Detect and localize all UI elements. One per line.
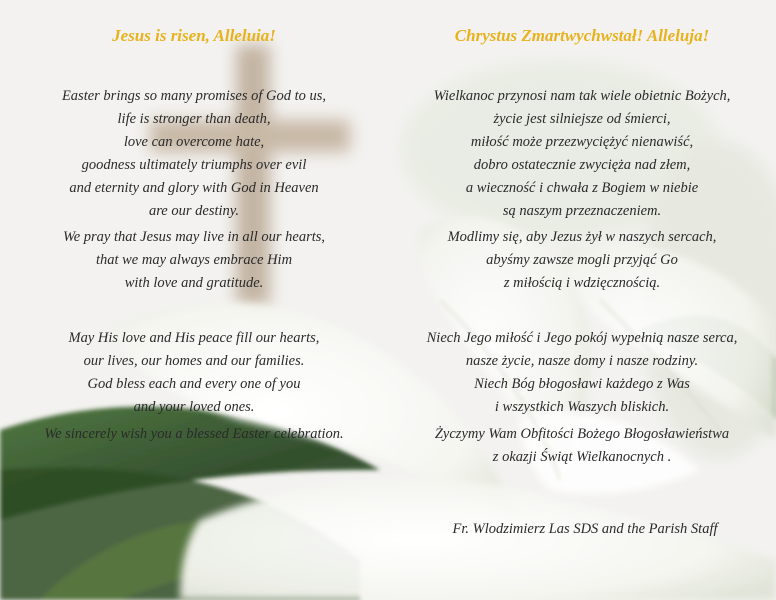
polish-paragraph-1 [388,85,776,223]
english-paragraph-2 [0,226,388,295]
signature: Fr. Wlodzimierz Las SDS and the Parish Staff [452,521,718,537]
text-line: life is stronger than death, [117,111,271,127]
text-line: God bless each and every one of you [87,376,301,392]
text-line: dobro ostatecznie zwycięża nad złem, [473,157,691,173]
english-paragraph-3 [0,327,388,419]
text-line: Niech Jego miłość i Jego pokój wypełnią nasze serca, [426,330,738,346]
polish-paragraph-3 [388,327,776,419]
text-line: życie jest silniejsze od śmierci, [493,111,671,127]
text-line: and your loved ones. [133,399,255,415]
polish-paragraph-4 [388,423,776,469]
text-line: z okazji Świąt Wielkanocnych . [492,449,672,465]
polish-title: Chrystus Zmartwychwstał! Alleluja! [454,26,710,45]
english-title: Jesus is risen, Alleluia! [112,26,276,45]
text-line: Niech Bóg błogosławi każdego z Was [474,376,690,392]
text-line: Życzymy Wam Obfitości Bożego Błogosławieństwa [434,426,730,442]
text-line: a wieczność i chwała z Bogiem w niebie [465,180,699,196]
text-line: love can overcome hate, [123,134,265,150]
text-line: May His love and His peace fill our hearts, [68,330,320,346]
text-line: We sincerely wish you a blessed Easter celebration. [44,426,344,442]
text-line: są naszym przeznaczeniem. [502,203,662,219]
text-line: nasze życie, nasze domy i nasze rodziny. [465,353,699,369]
english-paragraph-1 [0,85,388,223]
text-line: abyśmy zawsze mogli przyjąć Go [486,252,678,268]
polish-paragraph-2 [388,226,776,295]
text-line: goodness ultimately triumphs over evil [81,157,307,173]
text-line: Easter brings so many promises of God to us, [61,88,327,104]
text-line: with love and gratitude. [124,275,264,291]
text-line: our lives, our homes and our families. [83,353,305,369]
text-line: are our destiny. [148,203,240,219]
text-line: that we may always embrace Him [95,252,293,268]
text-line: and eternity and glory with God in Heaven [69,180,319,196]
text-line: z miłością i wdzięcznością. [503,275,661,291]
text-line: Wielkanoc przynosi nam tak wiele obietnic Bożych, [433,88,731,104]
text-line: miłość może przezwyciężyć nienawiść, [470,134,694,150]
english-paragraph-4 [0,423,388,446]
text-line: i wszystkich Waszych bliskich. [494,399,670,415]
text-line: We pray that Jesus may live in all our hearts, [62,229,326,245]
text-line: Modlimy się, aby Jezus żył w naszych sercach, [447,229,717,245]
